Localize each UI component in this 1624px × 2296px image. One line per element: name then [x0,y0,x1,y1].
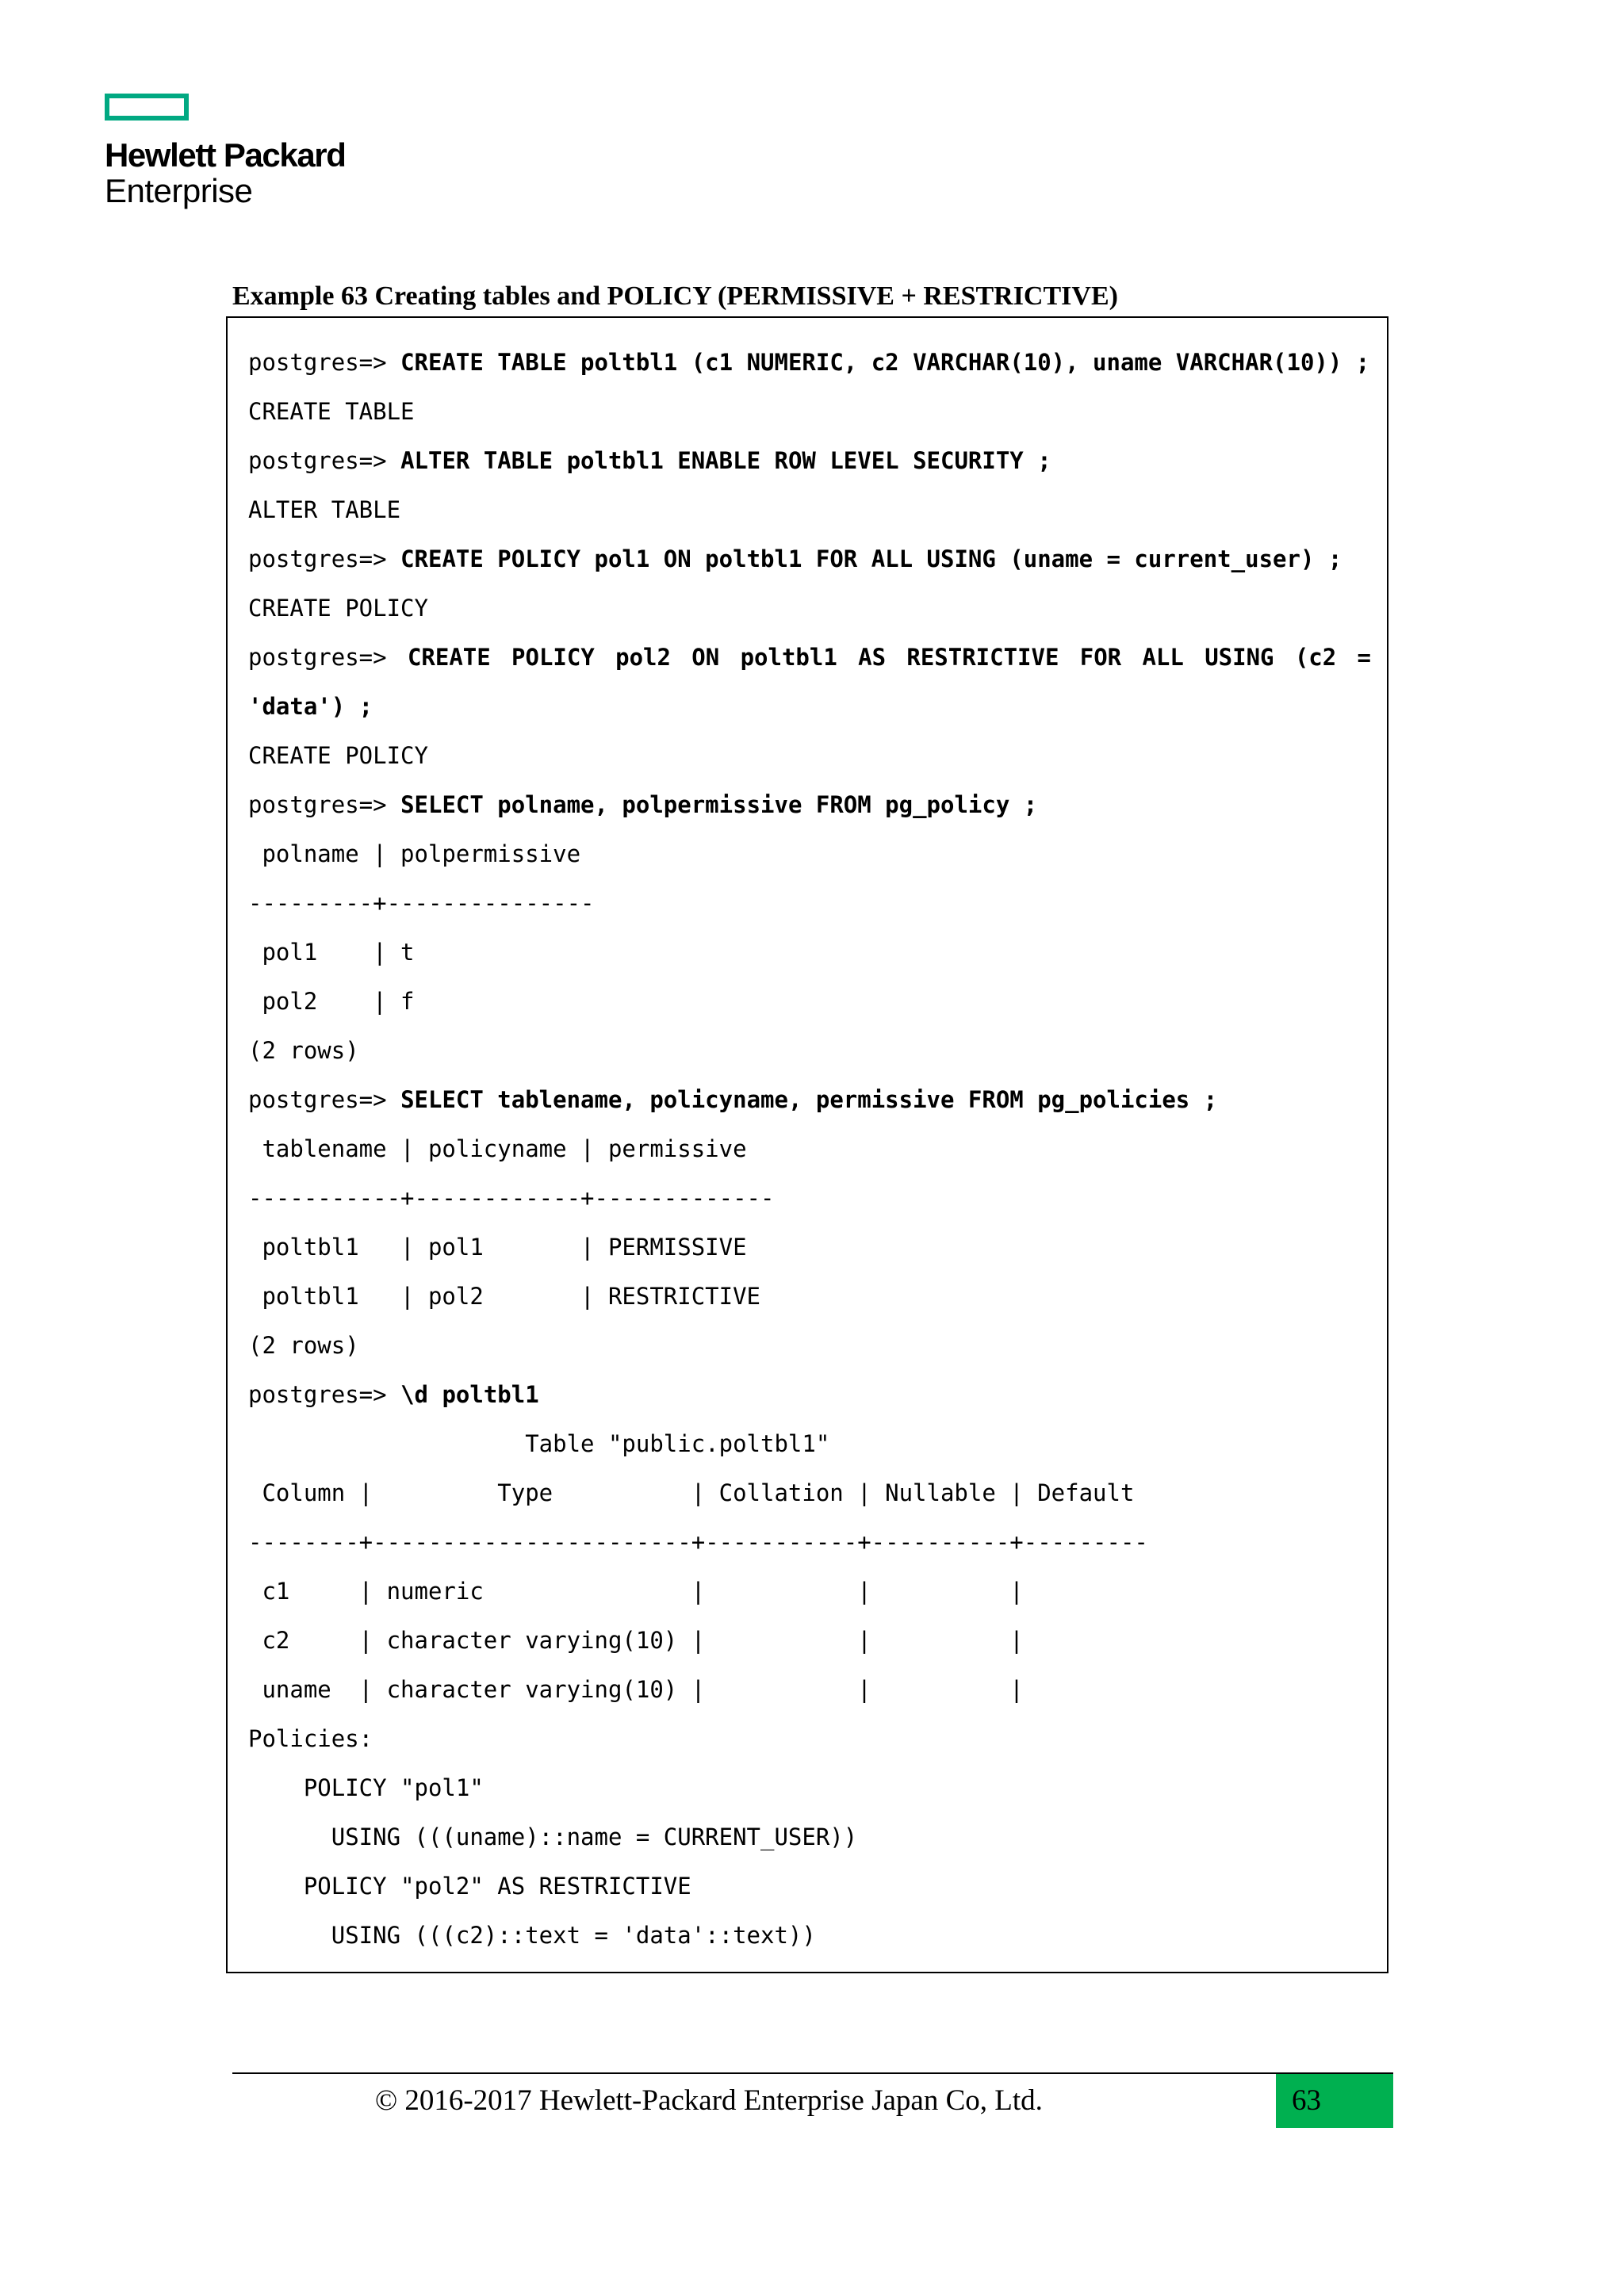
sql-command: ALTER TABLE poltbl1 ENABLE ROW LEVEL SECURITY ; [400,447,1051,474]
sql-command: SELECT tablename, policyname, permissive FROM pg_policies ; [400,1086,1218,1113]
command-output: Column | Type | Collation | Nullable | Default [248,1479,1135,1506]
code-line [248,534,1371,584]
code-listing [226,316,1388,1973]
command-output: POLICY "pol2" AS RESTRICTIVE [248,1873,691,1900]
command-output: -----------+------------+------------- [248,1184,775,1211]
code-line [248,1173,1371,1223]
code-line [248,928,1371,977]
command-output: polname | polpermissive [248,840,581,867]
code-line [248,780,1371,829]
sql-command: 'data') ; [248,693,373,720]
command-output: POLICY "pol1" [248,1774,484,1801]
logo-line2: Enterprise [105,172,253,209]
code-line [248,682,1371,731]
code-line [248,387,1371,436]
shell-prompt: postgres=> [248,1381,387,1408]
command-output: (2 rows) [248,1037,359,1064]
sql-command: CREATE POLICY pol1 ON poltbl1 FOR ALL USING (uname = current_user) ; [400,545,1342,572]
sql-command: CREATE TABLE poltbl1 (c1 NUMERIC, c2 VARCHAR(10), uname VARCHAR(10)) ; [400,349,1370,376]
shell-prompt: postgres=> [248,349,387,376]
command-output: c2 | character varying(10) | | | [248,1627,1024,1654]
command-output: poltbl1 | pol2 | RESTRICTIVE [248,1283,761,1310]
code-lines [248,338,1371,1960]
sql-command: SELECT polname, polpermissive FROM pg_policy ; [400,791,1038,818]
command-output: CREATE POLICY [248,742,428,769]
command-output: --------+-----------------------+-----------+----------+--------- [248,1529,1148,1556]
command-output: USING (((uname)::name = CURRENT_USER)) [248,1823,858,1850]
code-line [248,878,1371,928]
code-line [248,1321,1371,1370]
code-line [248,633,1371,682]
command-output: Policies: [248,1725,373,1752]
command-output: USING (((c2)::text = 'data'::text)) [248,1922,816,1949]
code-line [248,1419,1371,1468]
command-output: CREATE POLICY [248,595,428,622]
command-output: ALTER TABLE [248,496,401,523]
command-output: tablename | policyname | permissive [248,1135,747,1162]
sql-command: CREATE POLICY pol2 ON poltbl1 AS RESTRICTIVE FOR ALL USING (c2 = [407,644,1371,671]
shell-prompt: postgres=> [248,447,387,474]
code-line [248,1517,1371,1567]
code-line [248,1714,1371,1763]
code-line [248,1812,1371,1862]
code-line [248,1763,1371,1812]
command-output: uname | character varying(10) | | | [248,1676,1024,1703]
command-output: CREATE TABLE [248,398,415,425]
shell-prompt: postgres=> [248,1086,387,1113]
shell-prompt: postgres=> [248,644,387,671]
command-output: pol1 | t [248,939,415,966]
code-line [248,1862,1371,1911]
code-line [248,1911,1371,1960]
code-line [248,1075,1371,1124]
code-line [248,1223,1371,1272]
code-line [248,338,1371,387]
code-line [248,1665,1371,1714]
code-line [248,1124,1371,1173]
footer-divider [232,2072,1393,2074]
code-line [248,977,1371,1026]
code-line [248,731,1371,780]
command-output: ---------+--------------- [248,890,595,916]
code-line [248,829,1371,878]
command-output: (2 rows) [248,1332,359,1359]
shell-prompt: postgres=> [248,545,387,572]
shell-prompt: postgres=> [248,791,387,818]
logo-line1: Hewlett Packard [105,136,346,174]
command-output: Table "public.poltbl1" [248,1430,830,1457]
code-line [248,1616,1371,1665]
footer-copyright: © 2016-2017 Hewlett-Packard Enterprise Japan Co, Ltd. [375,2084,1043,2117]
code-line [248,436,1371,485]
code-line [248,1370,1371,1419]
code-line [248,1567,1371,1616]
code-line [248,1026,1371,1075]
code-line [248,1468,1371,1517]
code-line [248,485,1371,534]
example-caption: Example 63 Creating tables and POLICY (PERMISSIVE + RESTRICTIVE) [232,281,1118,311]
sql-command: \d poltbl1 [400,1381,539,1408]
code-line [248,1272,1371,1321]
command-output: c1 | numeric | | | [248,1578,1024,1605]
logo-bar-icon [105,94,189,121]
code-line [248,584,1371,633]
page-number: 63 [1292,2084,1321,2117]
command-output: pol2 | f [248,988,415,1015]
page-number-badge [1276,2074,1393,2128]
company-logo [105,94,345,209]
command-output: poltbl1 | pol1 | PERMISSIVE [248,1234,747,1261]
